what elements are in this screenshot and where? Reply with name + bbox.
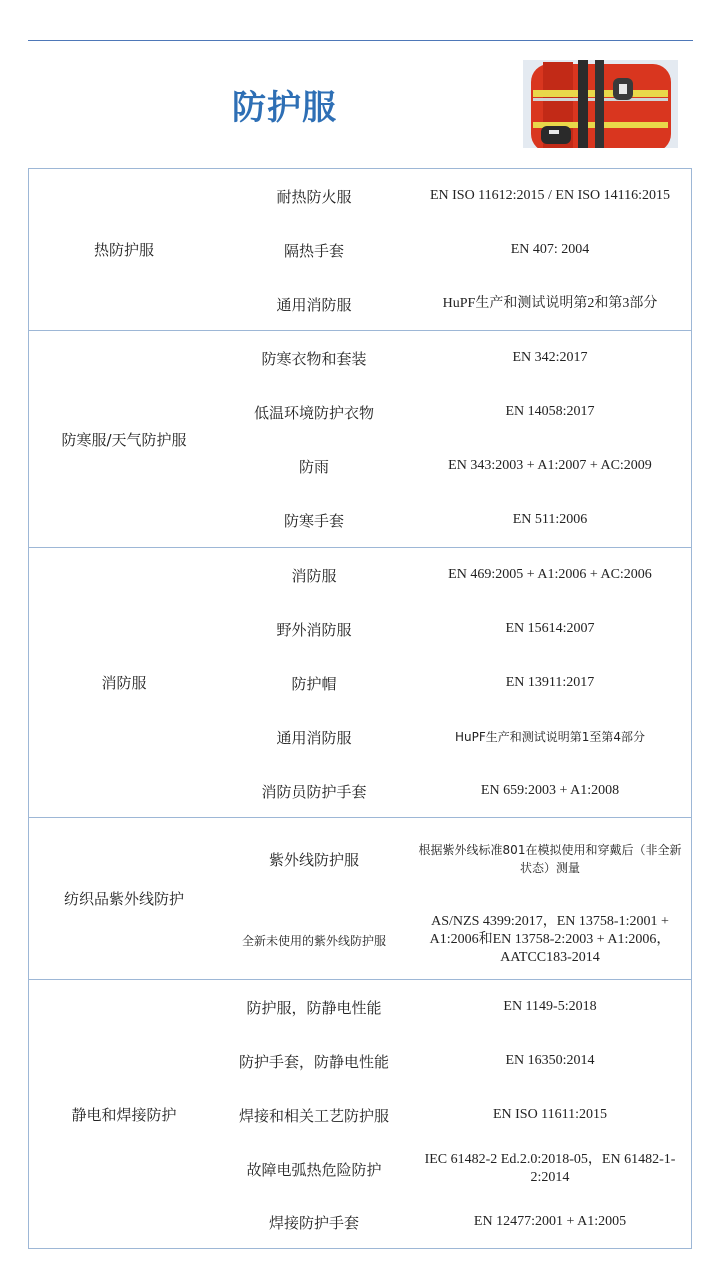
group-firefighter-clothing <box>29 548 691 818</box>
standard-value: EN 343:2003 + A1:2007 + AC:2009 <box>448 458 652 473</box>
table-row <box>219 223 691 277</box>
standard-value: AS/NZS 4399:2017，EN 13758-1:2001 + A1:2006和EN 13758-2:2003 + A1:2006，AATCC183-2014 <box>429 914 671 965</box>
table-row <box>219 1142 691 1196</box>
group-cold-weather-protection <box>29 331 691 548</box>
item-label: 消防员防护手套 <box>261 782 367 801</box>
item-label: 低温环境防护衣物 <box>253 403 374 422</box>
group-label: 热防护服 <box>93 241 154 259</box>
standard-value: 根据紫外线标准801在模拟使用和穿戴后（非全新状态）测量 <box>418 843 682 875</box>
group-textile-uv-protection <box>29 818 691 980</box>
item-label: 紫外线防护服 <box>268 850 359 869</box>
standard-value: IEC 61482-2 Ed.2.0:2018-05，EN 61482-1-2:2014 <box>424 1152 676 1185</box>
table-row <box>219 439 691 493</box>
standard-value: EN 14058:2017 <box>505 404 595 419</box>
group-label: 纺织品紫外线防护 <box>63 890 184 908</box>
standard-value: EN 511:2006 <box>512 512 588 527</box>
group-static-and-welding-protection <box>29 980 691 1248</box>
table-row <box>219 656 691 710</box>
standard-value: HuPF生产和测试说明第2和第3部分 <box>442 296 658 311</box>
top-divider <box>28 40 693 41</box>
item-label: 通用消防服 <box>276 295 352 314</box>
item-label: 焊接防护手套 <box>268 1213 359 1232</box>
table-row <box>219 331 691 385</box>
item-label: 野外消防服 <box>276 620 352 639</box>
table-row <box>219 548 691 602</box>
standard-value: EN 469:2005 + A1:2006 + AC:2006 <box>448 567 652 582</box>
page-title: 防护服 <box>232 88 337 128</box>
item-label: 防护服，防静电性能 <box>246 998 382 1017</box>
table-row <box>219 900 691 980</box>
standard-value: EN 13911:2017 <box>505 675 595 690</box>
item-label: 消防服 <box>291 566 337 585</box>
table-row <box>219 710 691 764</box>
group-thermal-protection <box>29 169 691 331</box>
standard-value: EN 12477:2001 + A1:2005 <box>473 1214 627 1229</box>
protective-clothing-table <box>28 168 692 1249</box>
table-row <box>219 385 691 439</box>
table-row <box>219 602 691 656</box>
table-row <box>219 277 691 331</box>
item-label: 耐热防火服 <box>276 187 352 206</box>
item-label: 防护手套，防静电性能 <box>238 1052 389 1071</box>
item-label: 全新未使用的紫外线防护服 <box>241 933 386 948</box>
group-label: 消防服 <box>101 674 147 692</box>
item-label: 隔热手套 <box>283 241 344 260</box>
standard-value: EN 1149-5:2018 <box>503 999 597 1014</box>
item-label: 焊接和相关工艺防护服 <box>238 1106 389 1125</box>
table-row <box>219 493 691 547</box>
table-row <box>219 1196 691 1248</box>
standard-value: EN ISO 11612:2015 / EN ISO 14116:2015 <box>429 188 671 203</box>
table-row <box>219 818 691 900</box>
standard-value: EN 659:2003 + A1:2008 <box>480 783 620 798</box>
group-label: 静电和焊接防护 <box>71 1105 177 1124</box>
table-row <box>219 1034 691 1088</box>
standard-value: EN 16350:2014 <box>505 1053 595 1068</box>
item-label: 防寒衣物和套装 <box>261 349 367 368</box>
table-row <box>219 169 691 223</box>
firefighter-photo <box>523 60 678 148</box>
item-label: 防护帽 <box>291 674 337 693</box>
group-label: 防寒服/天气防护服 <box>61 430 187 449</box>
standard-value: EN 342:2017 <box>512 350 588 365</box>
item-label: 防寒手套 <box>283 511 344 530</box>
item-label: 故障电弧热危险防护 <box>246 1160 382 1179</box>
standard-value: EN 15614:2007 <box>505 621 595 636</box>
standard-value: EN 407: 2004 <box>510 242 590 257</box>
item-label: 通用消防服 <box>276 728 352 747</box>
table-row <box>219 980 691 1034</box>
item-label: 防雨 <box>298 457 329 476</box>
standard-value: EN ISO 11611:2015 <box>492 1107 608 1122</box>
table-row <box>219 764 691 818</box>
standard-value: HuPF生产和测试说明第1至第4部分 <box>454 730 646 744</box>
table-row <box>219 1088 691 1142</box>
